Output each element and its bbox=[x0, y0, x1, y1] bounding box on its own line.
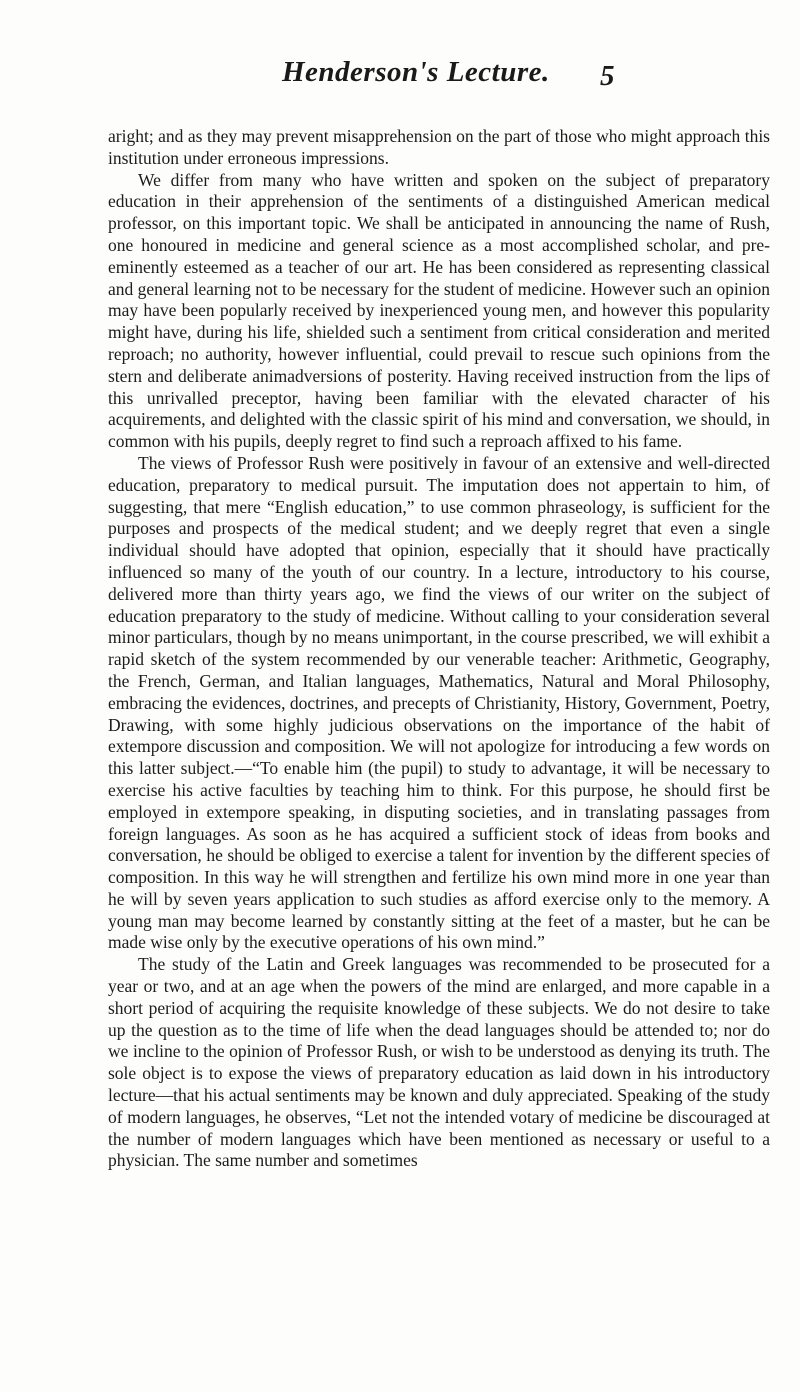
paragraph-4: The study of the Latin and Greek languages was recommended to be prosecuted for a year or two, and at an age when the powers of the mind are enlarged, and more capable in a short period of acquiring the requisite knowledge of these subjects. We do not desire to take up the question as to the time of life when the dead languages should be attended to; nor do we incline to the opinion of Professor Rush, or wish to be understood as denying its truth. The sole object is to expose the views of preparatory education as laid down in his introductory lecture—that his actual sentiments may be known and duly appreciated. Speaking of the study of modern languages, he observes, “Let not the intended votary of medicine be discouraged at the number of modern languages which have been mentioned as necessary or useful to a physician. The same number and sometimes bbox=[108, 954, 770, 1171]
page-number: 5 bbox=[600, 60, 615, 92]
running-title: Henderson's Lecture. bbox=[282, 56, 550, 88]
paragraph-1: aright; and as they may prevent misapprehension on the part of those who might approach this institution under erroneous impressions. bbox=[108, 126, 770, 168]
body-text bbox=[108, 126, 770, 1172]
paragraph-3: The views of Professor Rush were positively in favour of an extensive and well-directed education, preparatory to medical pursuit. The imputation does not appertain to him, of suggesting, that mere “English education,” to use common phraseology, is sufficient for the purposes and prospects of the medical student; and we deeply regret that even a single individual should have adopted that opinion, especially that it should have practically influenced so many of the youth of our country. In a lecture, introductory to his course, delivered more than thirty years ago, we find the views of our writer on the subject of education preparatory to the study of medicine. Without calling to your consideration several minor particulars, though by no means unimportant, in the course prescribed, we will exhibit a rapid sketch of the system recommended by our venerable teacher: Arithmetic, Geography, the French, German, and Italian languages, Mathematics, Natural and Moral Philosophy, embracing the evidences, doctrines, and precepts of Christianity, History, Government, Poetry, Drawing, with some highly judicious observations on the importance of the habit of extempore discussion and composition. We will not apologize for introducing a few words on this latter subject.—“To enable him (the pupil) to study to advantage, it will be necessary to exercise his active faculties by teaching him to think. For this purpose, he should first be employed in extempore speaking, in disputing societies, and in translating passages from foreign languages. As soon as he has acquired a sufficient stock of ideas from books and conversation, he should be obliged to exercise a talent for invention by the different species of composition. In this way he will strengthen and fertilize his own mind more in one year than he will by seven years application to such studies as afford exercise only to the memory. A young man may become learned by constantly sitting at the feet of a master, but he can be made wise only by the executive operations of his own mind.” bbox=[108, 452, 770, 953]
paragraph-2: We differ from many who have written and spoken on the subject of preparatory education in their apprehension of the sentiments of a distinguished American medical professor, on this important topic. We shall be anticipated in announcing the name of Rush, one honoured in medicine and general science as a most accomplished scholar, and pre-eminently esteemed as a teacher of our art. He has been considered as representing classical and general learning not to be necessary for the student of medicine. However such an opinion may have been popularly received by inexperienced young men, and however this popularity might have, during his life, shielded such a sentiment from critical consideration and merited reproach; no authority, however influential, could prevail to rescue such opinions from the stern and deliberate animadversions of posterity. Having received instruction from the lips of this unrivalled preceptor, having been familiar with the elevated character of his acquirements, and delighted with the classic spirit of his mind and conversation, we should, in common with his pupils, deeply regret to find such a reproach affixed to his fame. bbox=[108, 169, 770, 452]
running-header bbox=[170, 56, 770, 116]
